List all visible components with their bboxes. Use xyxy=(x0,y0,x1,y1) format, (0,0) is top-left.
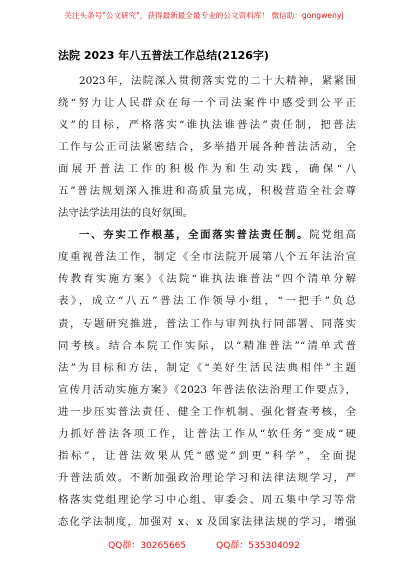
paragraph-line: 度重视普法工作，制定《全市法院开展第八个五年法治宣 xyxy=(58,251,356,264)
paragraph-line: 2023年，法院深入贯彻落实党的二十大精神，紧紧围 xyxy=(79,75,356,87)
section-heading-line xyxy=(58,224,356,246)
footer-qq-group-1: QQ群：30265665 xyxy=(108,541,187,551)
paragraph-line: 法”为目标和方法，制定《“美好生活民法典相伴”主题 xyxy=(58,361,356,374)
paragraph-line: 进一步压实普法责任、健全工作机制、强化督查考核，全 xyxy=(58,405,356,418)
paragraph-line: 法守法学法用法的良好氛围。 xyxy=(58,207,194,220)
paragraph-line: 宣传月活动实施方案》《2023 年普法依法治理工作要点》， xyxy=(58,383,356,396)
paragraph-line: 力抓好普法各项工作，让普法工作从“软任务”变成“硬 xyxy=(58,427,356,440)
document-body xyxy=(58,70,356,533)
paragraph-line: 工作与公正司法紧密结合，多举措开展各种普法活动，全 xyxy=(58,141,356,154)
paragraph-line: 面展开普法工作的积极作为和生动实践，确保“八 xyxy=(58,163,356,176)
paragraph-line: 责，专题研究推进，普法工作与审判执行同部署、同落实 xyxy=(58,317,356,330)
document-title: 法院 2023 年八五普法工作总结(2126字) xyxy=(58,49,269,62)
footer-contacts xyxy=(0,538,408,551)
top-banner: 关注头条号"公文研究"，获得最新最全最专业的公文资料库！ 微信助：gongwenyj xyxy=(64,11,344,20)
paragraph-line: 升普法质效。不断加强政治理论学习和法律法规学习，严 xyxy=(58,471,356,484)
footer-qq-group-2: QQ群：535304092 xyxy=(216,541,300,551)
paragraph-line: 绕“努力让人民群众在每一个司法案件中感受到公平正 xyxy=(58,97,356,110)
paragraph-line: 表》，成立“八五”普法工作领导小组，“一把手”负总 xyxy=(58,295,356,308)
paragraph-line: 同考核。结合本院工作实际，以“精准普法”“清单式普 xyxy=(58,339,356,352)
section-heading: 一、夯实工作根基，全面落实普法责任制。 xyxy=(79,229,310,242)
paragraph-line: 指标”，让普法效果从凭“感觉”到更“科学”，全面提 xyxy=(58,449,356,462)
paragraph-line: 义”的目标，严格落实“谁执法谁普法”责任制，把普法 xyxy=(58,119,356,132)
section-heading-tail: 院党组高 xyxy=(309,229,356,242)
paragraph-line: 态化学法制度，加强对 x、x 及国家法律法规的学习，增强 xyxy=(58,515,356,528)
paragraph-line: 传教育实施方案》《法院“谁执法谁普法”四个清单分解 xyxy=(58,273,356,286)
paragraph-line: 格落实党组理论学习中心组、审委会、周五集中学习等常 xyxy=(58,493,356,506)
paragraph-line: 五”普法规划深入推进和高质量完成，积极营造全社会尊 xyxy=(58,185,356,198)
